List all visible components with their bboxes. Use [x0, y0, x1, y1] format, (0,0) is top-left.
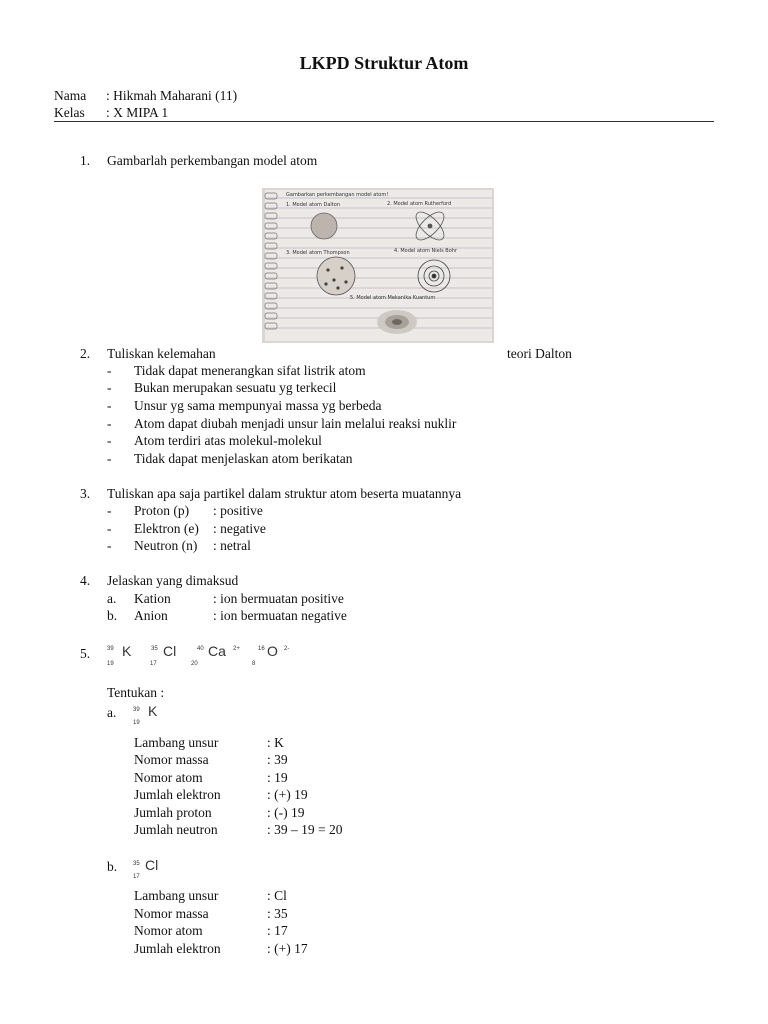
photo-header: Gambarkan perkembangan model atom! [286, 192, 389, 198]
q1-text: Gambarlah perkembangan model atom [107, 153, 318, 168]
photo-caption-1: 1. Model atom Dalton [286, 202, 340, 208]
photo-caption-4: 4. Model atom Niels Bohr [394, 248, 458, 254]
dalton-model-drawing [311, 213, 337, 239]
nuclide-symbol: Cl [145, 857, 159, 873]
nuclide-mass: 39 [107, 646, 114, 652]
nuclide-symbol: O [267, 643, 278, 659]
nuclide-symbol: K [148, 703, 158, 719]
q2-item: Atom dapat diubah menjadi unsur lain melalui reaksi nuklir [134, 416, 457, 431]
detail-label: Lambang unsur [134, 888, 219, 903]
q4-label: Anion [134, 608, 168, 623]
detail-label: Nomor massa [134, 752, 209, 767]
nuclide-atomic: 20 [191, 661, 198, 667]
bullet-dash: - [107, 521, 112, 536]
q2-number: 2. [80, 346, 91, 361]
nuclide-atomic: 17 [133, 874, 140, 880]
q4-value: : ion bermuatan negative [213, 608, 347, 623]
detail-value: : Cl [267, 888, 287, 903]
detail-label: Nomor massa [134, 906, 209, 921]
detail-label: Jumlah elektron [134, 941, 221, 956]
particle-label: Neutron (n) [134, 538, 198, 553]
nuclide-mass: 35 [151, 646, 158, 652]
q2-item: Atom terdiri atas molekul-molekul [134, 433, 322, 448]
quantum-model-drawing [377, 310, 417, 334]
bullet-dash: - [107, 398, 112, 413]
q4-letter: a. [107, 591, 117, 606]
q3-text: Tuliskan apa saja partikel dalam struktur atom beserta muatannya [107, 486, 462, 501]
detail-label: Jumlah elektron [134, 787, 221, 802]
nuclide-symbol: Ca [208, 643, 226, 659]
kelas-label: Kelas [54, 105, 85, 120]
q5b-letter: b. [107, 859, 118, 874]
detail-label: Lambang unsur [134, 735, 219, 750]
bullet-dash: - [107, 380, 112, 395]
q2-item: Bukan merupakan sesuatu yg terkecil [134, 380, 337, 395]
detail-label: Nomor atom [134, 923, 203, 938]
detail-value: : 35 [267, 906, 288, 921]
bullet-dash: - [107, 451, 112, 466]
nuclide-atomic: 17 [150, 661, 157, 667]
page-title: LKPD Struktur Atom [299, 53, 469, 73]
q2-item: Tidak dapat menjelaskan atom berikatan [134, 451, 353, 466]
detail-label: Jumlah neutron [134, 822, 218, 837]
q4-label: Kation [134, 591, 171, 606]
detail-value: : (-) 19 [267, 805, 305, 820]
bullet-dash: - [107, 503, 112, 518]
q4-value: : ion bermuatan positive [213, 591, 344, 606]
q2-item: Tidak dapat menerangkan sifat listrik atom [134, 363, 366, 378]
detail-value: : K [267, 735, 284, 750]
tentukan-label: Tentukan : [107, 685, 165, 700]
kelas-value: : X MIPA 1 [106, 105, 169, 120]
nuclide-mass: 39 [133, 707, 140, 713]
detail-label: Jumlah proton [134, 805, 212, 820]
detail-value: : 17 [267, 923, 288, 938]
photo-caption-3: 3. Model atom Thompson [286, 250, 350, 256]
q2-item: Unsur yg sama mempunyai massa yg berbeda [134, 398, 382, 413]
q2-text-right: teori Dalton [507, 346, 572, 361]
q4-text: Jelaskan yang dimaksud [107, 573, 239, 588]
detail-value: : 39 [267, 752, 288, 767]
detail-value: : 39 – 19 = 20 [267, 822, 343, 837]
bullet-dash: - [107, 363, 112, 378]
q5-number: 5. [80, 646, 91, 661]
nuclide-mass: 40 [197, 646, 204, 652]
bullet-dash: - [107, 433, 112, 448]
particle-label: Proton (p) [134, 503, 190, 518]
thomson-model-drawing [317, 257, 355, 295]
nuclide-charge: 2+ [233, 646, 240, 652]
photo-caption-5: 5. Model atom Mekanika Kuantum [350, 295, 436, 301]
nuclide-charge: 2- [284, 646, 290, 652]
bullet-dash: - [107, 538, 112, 553]
particle-charge: : netral [213, 538, 251, 553]
q1-number: 1. [80, 153, 91, 168]
atom-models-photo [262, 188, 494, 343]
particle-label: Elektron (e) [134, 521, 199, 536]
detail-value: : 19 [267, 770, 288, 785]
nuclide-mass: 35 [133, 861, 140, 867]
particle-charge: : positive [213, 503, 263, 518]
q5a-letter: a. [107, 705, 117, 720]
q4-number: 4. [80, 573, 91, 588]
photo-caption-2: 2. Model atom Rutherford [387, 201, 452, 207]
nuclide-atomic: 19 [107, 661, 114, 667]
q3-number: 3. [80, 486, 91, 501]
detail-value: : (+) 17 [267, 941, 308, 956]
nuclide-symbol: K [122, 643, 132, 659]
nama-label: Nama [54, 88, 87, 103]
nama-value: : Hikmah Maharani (11) [106, 88, 238, 103]
q2-text: Tuliskan kelemahan [107, 346, 216, 361]
header-divider [54, 121, 714, 122]
nuclide-atomic: 19 [133, 720, 140, 726]
bullet-dash: - [107, 416, 112, 431]
q4-letter: b. [107, 608, 118, 623]
nuclide-symbol: Cl [163, 643, 177, 659]
particle-charge: : negative [213, 521, 266, 536]
nuclide-mass: 16 [258, 646, 265, 652]
detail-label: Nomor atom [134, 770, 203, 785]
detail-value: : (+) 19 [267, 787, 308, 802]
nuclide-atomic: 8 [252, 661, 256, 667]
